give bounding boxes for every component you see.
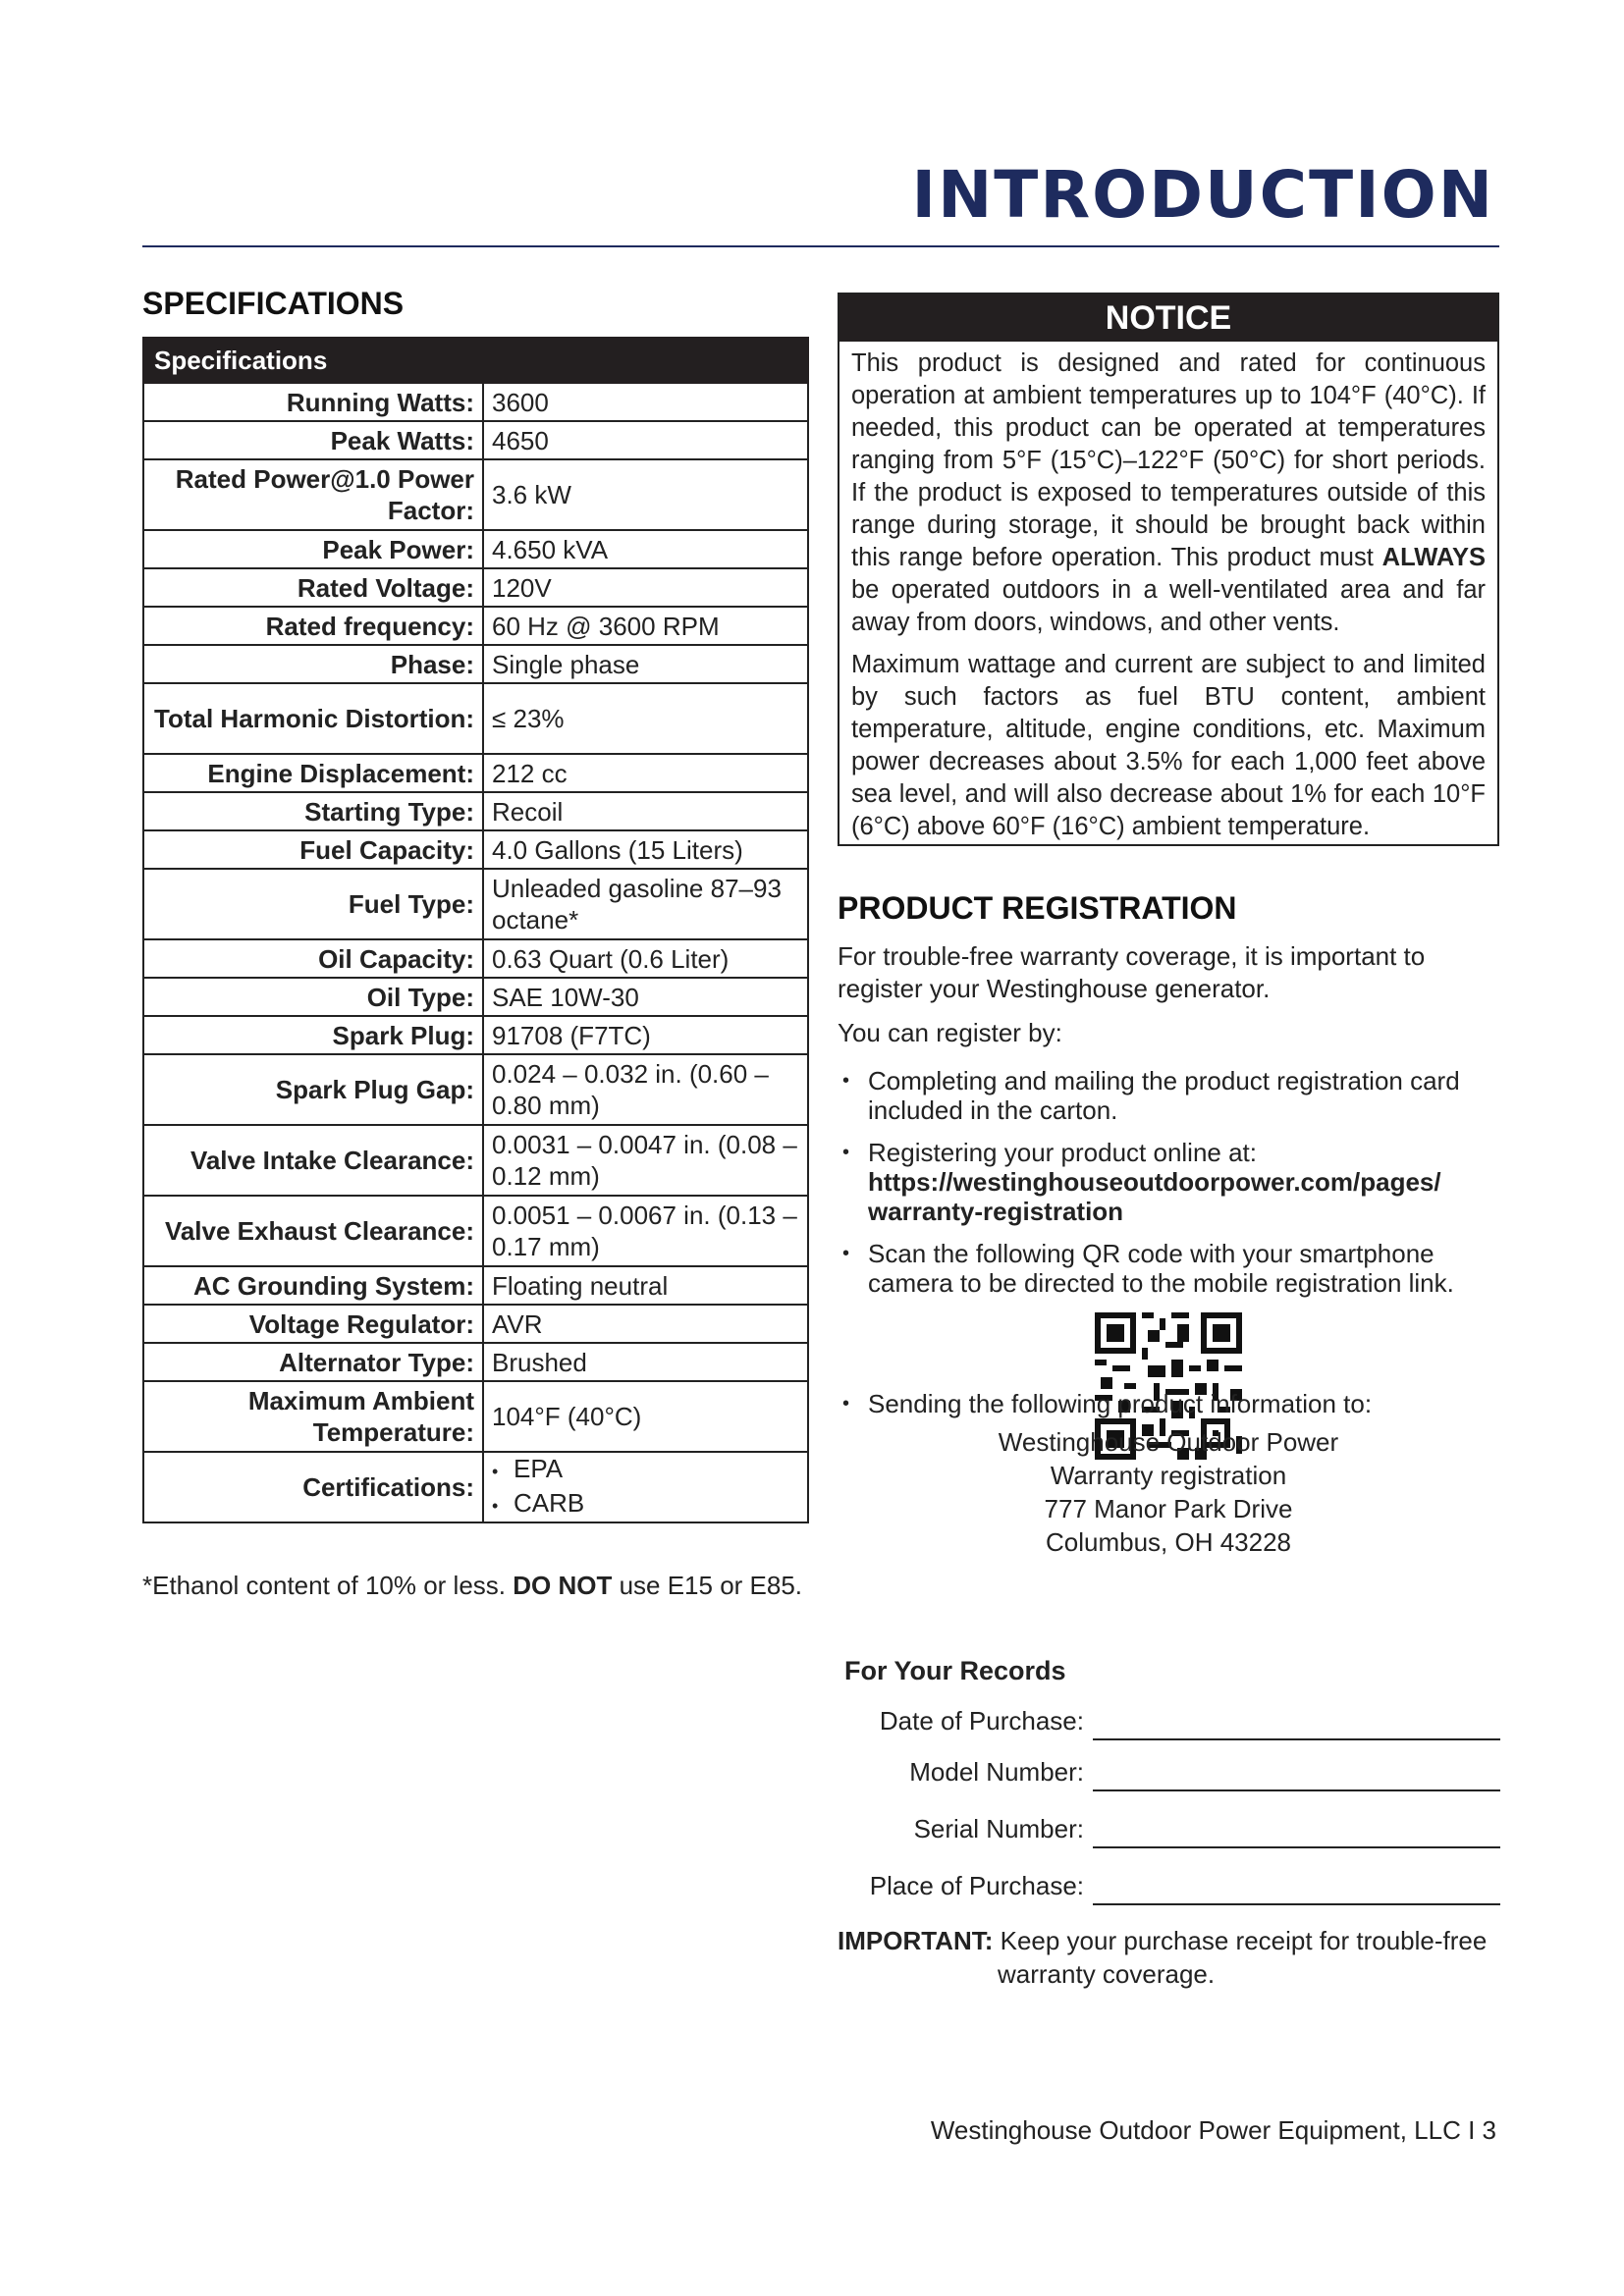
table-row [143, 978, 808, 1016]
spec-value: Single phase [483, 645, 808, 683]
list-item: • CARB [492, 1487, 799, 1522]
spec-label: Spark Plug Gap: [143, 1054, 483, 1125]
spec-label: Rated frequency: [143, 607, 483, 645]
bullet-send-info: • Sending the following product information to: [842, 1389, 1494, 1418]
fill-in-line [1093, 1738, 1500, 1740]
spec-value: 91708 (F7TC) [483, 1016, 808, 1054]
spec-value: 4.650 kVA [483, 530, 808, 568]
spec-value: SAE 10W-30 [483, 978, 808, 1016]
table-row [143, 1452, 808, 1522]
spec-value: Unleaded gasoline 87–93 octane* [483, 869, 808, 939]
serial-number-field[interactable] [844, 1809, 1500, 1848]
spec-label: Oil Type: [143, 978, 483, 1016]
spec-value: 0.63 Quart (0.6 Liter) [483, 939, 808, 978]
registration-intro: For trouble-free warranty coverage, it is important to register your Westinghouse generator. [838, 941, 1426, 1003]
field-label: Model Number: [909, 1757, 1084, 1787]
register-by-text: You can register by: [838, 1018, 1062, 1047]
specifications-table [142, 337, 809, 1523]
table-row [143, 830, 808, 869]
address-line: Columbus, OH 43228 [1045, 1527, 1292, 1557]
date-of-purchase-field[interactable] [844, 1701, 1500, 1740]
table-row [143, 421, 808, 459]
spec-label: Rated Voltage: [143, 568, 483, 607]
certifications-list [492, 1453, 799, 1522]
spec-label: Running Watts: [143, 383, 483, 421]
ethanol-footnote [142, 1571, 802, 1601]
spec-label: Certifications: [143, 1452, 483, 1522]
header-divider [142, 245, 1499, 247]
table-row [143, 869, 808, 939]
spec-value: Brushed [483, 1343, 808, 1381]
spec-label: Peak Power: [143, 530, 483, 568]
table-row [143, 459, 808, 530]
table-row [143, 754, 808, 792]
spec-label: Rated Power@1.0 Power Factor: [143, 459, 483, 530]
registration-heading: PRODUCT REGISTRATION [838, 890, 1237, 926]
table-row [143, 1381, 808, 1452]
important-text-2: warranty coverage. [998, 1959, 1216, 1989]
list-item: • EPA [492, 1453, 799, 1487]
notice-text-end: be operated outdoors in a well-ventilated area and far away from doors, windows, and other vents. [851, 576, 1486, 636]
registration-link[interactable]: https://westinghouseoutdoorpower.com/pages/ warranty-registration [868, 1167, 1441, 1226]
spec-label: Starting Type: [143, 792, 483, 830]
address-line: 777 Manor Park Drive [1044, 1494, 1293, 1523]
spec-label: Peak Watts: [143, 421, 483, 459]
footnote-bold: DO NOT [513, 1571, 613, 1600]
important-note [838, 1924, 1499, 1991]
spec-value: 0.024 – 0.032 in. (0.60 – 0.80 mm) [483, 1054, 808, 1125]
spec-value: Floating neutral [483, 1266, 808, 1305]
spec-label: Spark Plug: [143, 1016, 483, 1054]
bullet-scan-qr: • Scan the following QR code with your smartphone camera to be directed to the mobile registration link. [842, 1239, 1494, 1298]
table-row [143, 607, 808, 645]
spec-value: AVR [483, 1305, 808, 1343]
spec-value: 3.6 kW [483, 459, 808, 530]
fill-in-line [1093, 1846, 1500, 1848]
bullet-mail-card: • Completing and mailing the product registration card included in the carton. [842, 1066, 1494, 1125]
fill-in-line [1093, 1903, 1500, 1905]
table-row [143, 645, 808, 683]
spec-value [483, 1452, 808, 1522]
table-row [143, 1305, 808, 1343]
table-row [143, 1343, 808, 1381]
table-header: Specifications [143, 338, 808, 383]
field-label: Date of Purchase: [879, 1706, 1084, 1735]
table-row [143, 1125, 808, 1196]
spec-value: Recoil [483, 792, 808, 830]
spec-value: 120V [483, 568, 808, 607]
spec-label: AC Grounding System: [143, 1266, 483, 1305]
spec-label: Valve Exhaust Clearance: [143, 1196, 483, 1266]
specifications-heading: SPECIFICATIONS [142, 286, 405, 321]
table-row [143, 1054, 808, 1125]
mailing-address [962, 1425, 1375, 1559]
spec-value: 0.0051 – 0.0067 in. (0.13 – 0.17 mm) [483, 1196, 808, 1266]
spec-value: 3600 [483, 383, 808, 421]
notice-text: This product is designed and rated for continuous operation at ambient temperatures up to 104°F (40°C). If needed, this product can be operated at temperatures ranging from 5°F (15°C)–122°F (50°C) for short periods. If the product is exposed to temperatures outside of this range during storage, it should be brought back within this range before operation. This product must [851, 349, 1486, 571]
field-label: Place of Purchase: [869, 1871, 1084, 1900]
spec-value: 4650 [483, 421, 808, 459]
table-row [143, 568, 808, 607]
spec-value: 4.0 Gallons (15 Liters) [483, 830, 808, 869]
fill-in-line [1093, 1789, 1500, 1791]
page-footer: Westinghouse Outdoor Power Equipment, LLC I 3 [930, 2115, 1496, 2145]
spec-label: Fuel Capacity: [143, 830, 483, 869]
table-row [143, 1266, 808, 1305]
notice-paragraph-1 [851, 347, 1486, 639]
important-label: IMPORTANT: [838, 1926, 994, 1955]
table-row [143, 1016, 808, 1054]
table-row [143, 792, 808, 830]
spec-label: Fuel Type: [143, 869, 483, 939]
table-row [143, 383, 808, 421]
spec-value: 60 Hz @ 3600 RPM [483, 607, 808, 645]
notice-box [838, 293, 1499, 846]
spec-label: Valve Intake Clearance: [143, 1125, 483, 1196]
spec-label: Total Harmonic Distortion: [143, 683, 483, 754]
spec-label: Voltage Regulator: [143, 1305, 483, 1343]
footnote-text-end: use E15 or E85. [612, 1571, 803, 1600]
table-row [143, 1196, 808, 1266]
notice-heading: NOTICE [839, 294, 1497, 342]
spec-value: 0.0031 – 0.0047 in. (0.08 – 0.12 mm) [483, 1125, 808, 1196]
table-row [143, 683, 808, 754]
field-label: Serial Number: [913, 1814, 1084, 1843]
important-text: Keep your purchase receipt for trouble-free [993, 1926, 1488, 1955]
notice-paragraph-2: Maximum wattage and current are subject to and limited by such factors as fuel BTU content, ambient temperature, altitude, engine conditions, etc. Maximum power decreases about 3.5% for each 1,000 feet above sea level, and will also decrease about 1% for each 10°F (6°C) above 60°F (16°C) ambient temperature. [851, 651, 1486, 840]
bullet-text: Registering your product online at: [868, 1138, 1258, 1167]
table-row [143, 939, 808, 978]
footnote-text: *Ethanol content of 10% or less. [142, 1571, 514, 1600]
page-title: INTRODUCTION [911, 157, 1494, 233]
model-number-field[interactable] [844, 1752, 1500, 1791]
spec-label: Maximum Ambient Temperature: [143, 1381, 483, 1452]
spec-label: Alternator Type: [143, 1343, 483, 1381]
spec-value: 212 cc [483, 754, 808, 792]
spec-label: Engine Displacement: [143, 754, 483, 792]
notice-emphasis: ALWAYS [1381, 544, 1486, 571]
records-title: For Your Records [844, 1656, 1066, 1685]
spec-value: 104°F (40°C) [483, 1381, 808, 1452]
address-line: Westinghouse Outdoor Power [998, 1427, 1339, 1457]
bullet-register-online [842, 1138, 1494, 1226]
address-line: Warranty registration [1050, 1461, 1287, 1490]
spec-value: ≤ 23% [483, 683, 808, 754]
spec-label: Oil Capacity: [143, 939, 483, 978]
table-row [143, 530, 808, 568]
spec-label: Phase: [143, 645, 483, 683]
place-of-purchase-field[interactable] [844, 1866, 1500, 1905]
